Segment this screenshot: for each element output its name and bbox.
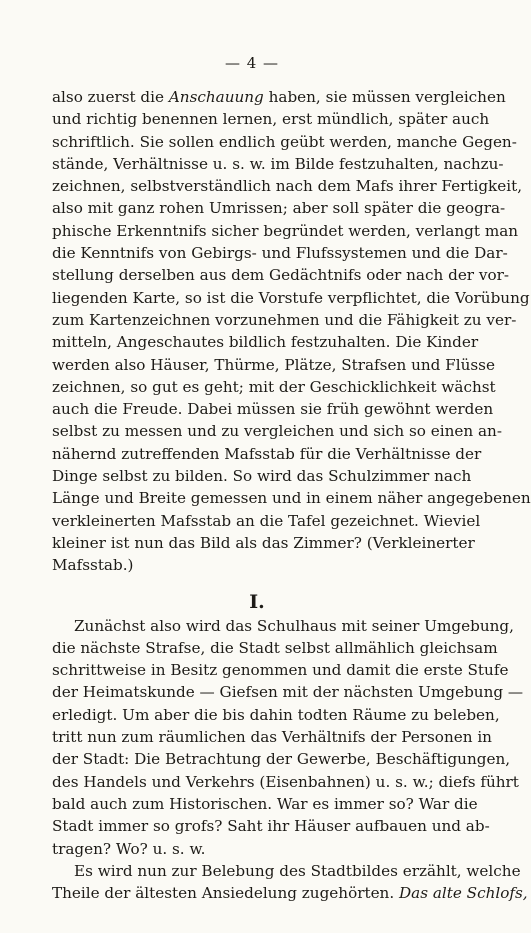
text-line: liegenden Karte, so ist die Vorstufe verpflichtet, die Vorübung (52, 288, 530, 307)
text-line: des Handels und Verkehrs (Eisenbahnen) u. s. w.; diefs führt (52, 772, 519, 791)
text-line-suffix: haben, sie müssen vergleichen (263, 88, 506, 106)
text-line: Länge und Breite gemessen und in einem näher angegebenen (52, 489, 531, 508)
text-line: und richtig benennen lernen, erst mündlich, später auch (52, 110, 490, 129)
text-line: selbst zu messen und zu vergleichen und sich so einen an- (52, 422, 502, 441)
text-line: die nächste Strafse, die Stadt selbst allmählich gleichsam (52, 638, 498, 657)
text-line: zeichnen, selbstverständlich nach dem Mafs ihrer Fertigkeit, (52, 177, 523, 196)
paragraph-3 (52, 860, 528, 905)
text-line (52, 86, 506, 108)
trailing-italic: Das alte Schlofs, (399, 884, 528, 903)
text-line: also mit ganz rohen Umrissen; aber soll später die geogra- (52, 199, 506, 218)
body-text (52, 86, 531, 904)
text-line: Mafsstab.) (52, 556, 134, 575)
text-line: mitteln, Angeschautes bildlich festzuhalten. Die Kinder (52, 333, 479, 352)
text-line: auch die Freude. Dabei müssen sie früh gewöhnt werden (52, 400, 494, 419)
text-line: Es wird nun zur Belebung des Stadtbildes erzählt, welche (74, 861, 521, 880)
text-line: erledigt. Um aber die bis dahin todten Räume zu beleben, (52, 705, 500, 724)
text-line: zeichnen, so gut es geht; mit der Geschicklichkeit wächst (52, 377, 496, 396)
text-line: schrittweise in Besitz genommen und damit die erste Stufe (52, 661, 509, 680)
paragraph-2 (52, 615, 524, 860)
text-line: verkleinerten Mafsstab an die Tafel gezeichnet. Wieviel (52, 511, 481, 530)
section-heading: I. (249, 590, 265, 613)
text-line (52, 882, 528, 904)
text-line: der Heimatskunde — Giefsen mit der nächsten Umgebung — (52, 683, 524, 702)
text-line: kleiner ist nun das Bild als das Zimmer? (Verkleinerter (52, 533, 475, 552)
text-line: zum Kartenzeichnen vorzunehmen und die Fähigkeit zu ver- (52, 310, 517, 329)
text-line: stellung derselben aus dem Gedächtnifs oder nach der vor- (52, 266, 510, 285)
text-line: Zunächst also wird das Schulhaus mit seiner Umgebung, (74, 616, 514, 635)
text-line: der Stadt: Die Betrachtung der Gewerbe, Beschäftigungen, (52, 750, 511, 769)
emphasis-word: Anschauung (168, 88, 264, 106)
page-number: — 4 — (224, 54, 280, 72)
text-line: Dinge selbst zu bilden. So wird das Schulzimmer nach (52, 467, 472, 486)
text-line: phische Erkenntnifs sicher begründet werden, verlangt man (52, 221, 519, 240)
text-line-prefix: Theile der ältesten Ansiedelung zugehörten. (52, 884, 399, 903)
paragraph-1 (52, 86, 531, 577)
text-line: nähernd zutreffenden Mafsstab für die Verhältnisse der (52, 444, 482, 463)
text-line: bald auch zum Historischen. War es immer so? War die (52, 794, 478, 813)
text-line-prefix: also zuerst die (52, 88, 169, 106)
text-line: tritt nun zum räumlichen das Verhältnifs der Personen in (52, 728, 492, 747)
text-line: werden also Häuser, Thürme, Plätze, Strafsen und Flüsse (52, 355, 495, 374)
text-line: schriftlich. Sie sollen endlich geübt werden, manche Gegen- (52, 132, 517, 151)
text-line: stände, Verhältnisse u. s. w. im Bilde festzuhalten, nachzu- (52, 154, 504, 173)
text-line: Stadt immer so grofs? Saht ihr Häuser aufbauen und ab- (52, 817, 490, 836)
text-line: die Kenntnifs von Gebirgs- und Flufssystemen und die Dar- (52, 244, 508, 263)
text-line: tragen? Wo? u. s. w. (52, 839, 206, 858)
